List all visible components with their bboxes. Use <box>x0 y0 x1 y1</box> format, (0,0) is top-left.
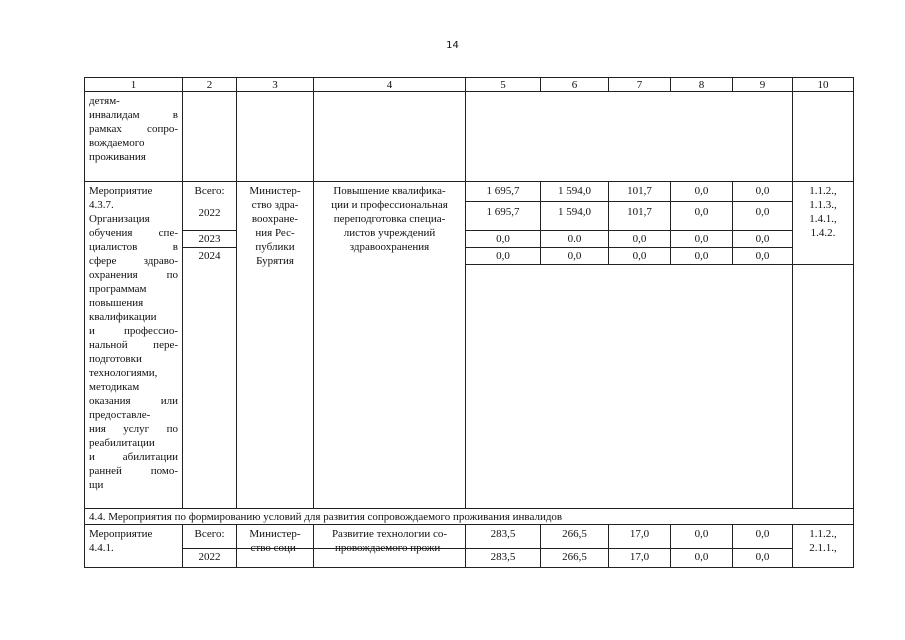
header-col-7: 7 <box>636 79 643 91</box>
header-col-3: 3 <box>272 79 278 91</box>
row-437-year-total: Всего: <box>194 185 225 197</box>
row-441-year-total: Всего: <box>194 528 225 540</box>
header-col-9: 9 <box>759 79 766 91</box>
header-col-8: 8 <box>698 79 705 91</box>
row-441-year-2022: 2022 <box>198 551 221 563</box>
row-437-year-2023: 2023 <box>198 233 221 245</box>
row-437-year-2022: 2022 <box>198 207 221 219</box>
row-437-year-2024: 2024 <box>198 250 221 262</box>
header-col-6: 6 <box>571 79 578 91</box>
page-number: 14 <box>446 40 459 51</box>
header-col-4: 4 <box>386 79 393 91</box>
header-col-10: 10 <box>817 79 829 91</box>
header-col-5: 5 <box>500 79 506 91</box>
header-col-1: 1 <box>130 79 137 91</box>
header-col-2: 2 <box>206 79 213 91</box>
section-44-title: 4.4. Мероприятия по формированию условий для развития сопровождаемого проживания инвалидов <box>89 511 563 523</box>
